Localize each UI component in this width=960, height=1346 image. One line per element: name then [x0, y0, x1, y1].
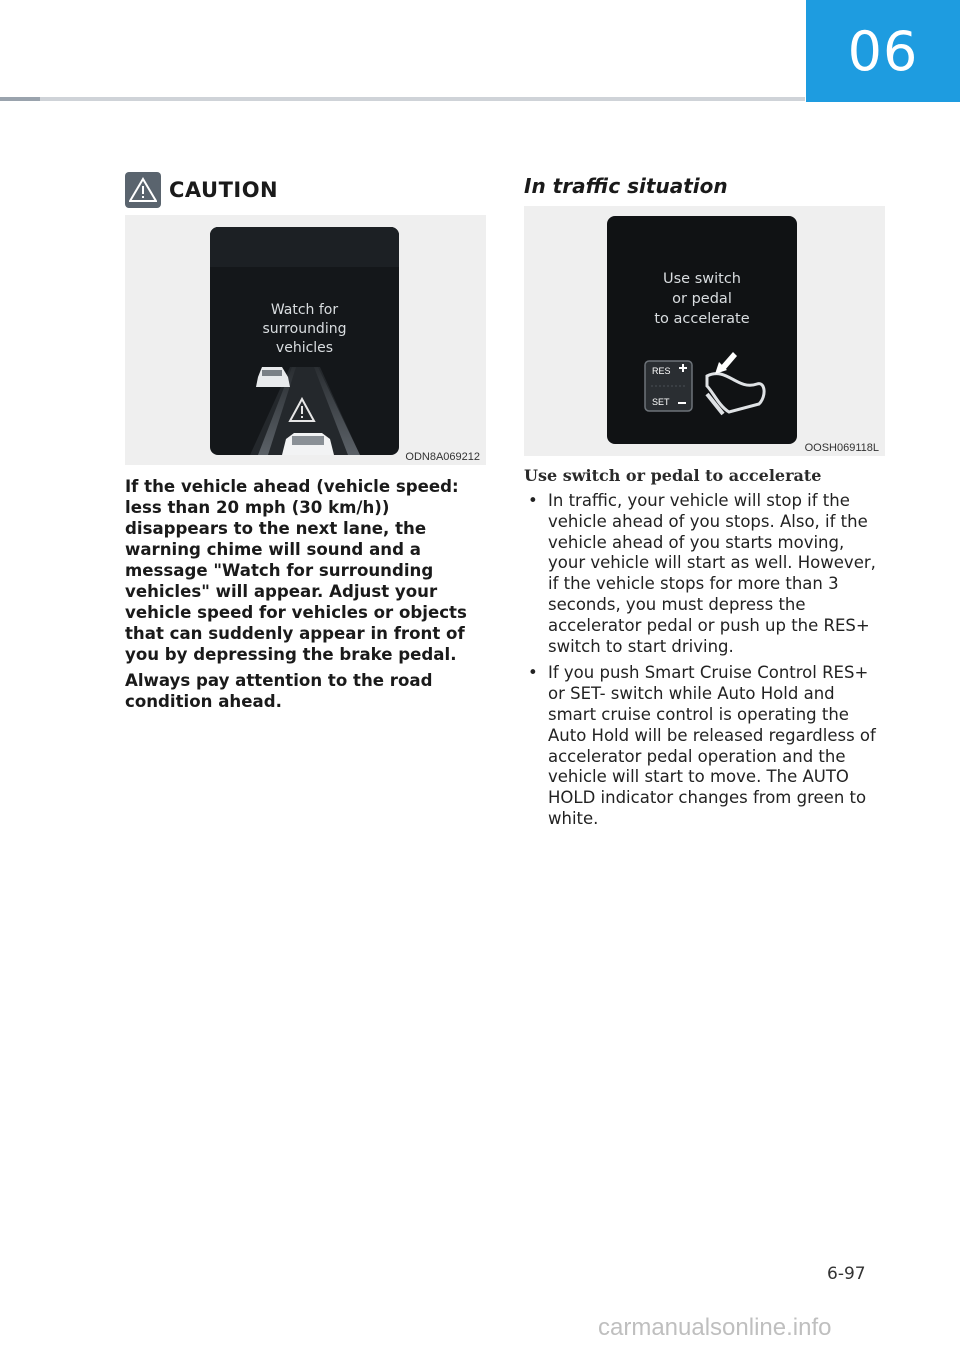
cluster-message-line: Watch for — [270, 302, 339, 318]
cluster-message-line: Use switch — [663, 271, 741, 287]
page-number: 6-97 — [827, 1264, 866, 1284]
cluster-message-line: surrounding — [262, 321, 347, 337]
list-item: • In traffic, your vehicle will stop if the vehicle ahead of you stops. Also, if the vehicle ahead of you starts moving, your vehicle will start as well. However, if the vehicle stops for more than 3 seconds, you must depress the accelerator pedal or push up the RES+ switch to start driving. — [524, 491, 886, 657]
cluster-message-line: to accelerate — [654, 311, 750, 327]
cluster-message-line: or pedal — [672, 291, 732, 307]
watermark: carmanualsonline.info — [598, 1314, 832, 1341]
figure-use-switch-or-pedal — [524, 206, 885, 456]
cluster-display — [607, 216, 797, 444]
caution-title: CAUTION — [169, 178, 279, 202]
figure-code: OOSH069118L — [804, 442, 879, 454]
cluster-message-line: vehicles — [275, 340, 334, 356]
res-switch-label: RES — [652, 366, 671, 376]
figure-code: ODN8A069212 — [405, 451, 480, 463]
caution-paragraph: Always pay attention to the road condition ahead. — [125, 671, 433, 711]
warning-icon — [125, 172, 161, 208]
header-rule-accent — [0, 97, 40, 101]
figure-watch-for-vehicles — [125, 215, 486, 465]
caution-paragraph: If the vehicle ahead (vehicle speed: less than 20 mph (30 km/h)) disappears to the next lane, the warning chime will sound and a message "Watch for surrounding vehicles" will appear. Adjust your vehicle speed for vehicles or objects that can suddenly appear in front of you by depressing the brake pedal. — [125, 477, 467, 664]
cluster-message — [210, 301, 399, 358]
subsection-title: Use switch or pedal to accelerate — [524, 466, 822, 485]
caution-heading — [125, 172, 278, 208]
section-title: In traffic situation — [524, 174, 728, 198]
bullet-list — [524, 491, 886, 836]
header-rule — [0, 97, 805, 101]
list-item: • If you push Smart Cruise Control RES+ or SET- switch while Auto Hold and smart cruise control is operating the Auto Hold will be released regardless of accelerator pedal operation and the vehicle will start to move. The AUTO HOLD indicator changes from green to white. — [524, 663, 886, 829]
cluster-display — [210, 227, 399, 455]
chapter-tab: 06 — [806, 0, 960, 102]
set-switch-label: SET — [652, 397, 670, 407]
